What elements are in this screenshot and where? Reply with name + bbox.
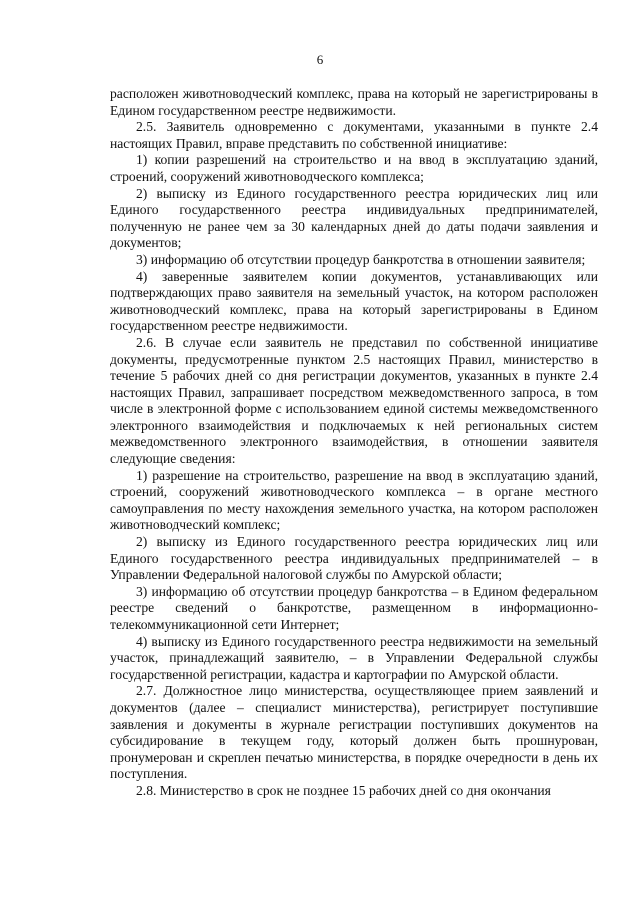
list-item-2-6-4: 4) выписку из Единого государственного реестра недвижимости на земельный участок, принадлежащий заявителю, – в Управлении Федеральной службы государственной регистрации, кадастра и картографии по Амурской области. <box>110 633 598 682</box>
list-item-2-5-4: 4) заверенные заявителем копии документов, устанавливающих или подтверждающих право заявителя на земельный участок, на котором расположен животноводческий комплекс, права на который зарегистрированы в Едином государственном реестре недвижимости. <box>110 268 598 334</box>
paragraph-2-7: 2.7. Должностное лицо министерства, осуществляющее прием заявлений и документов (далее – специалист министерства), регистрирует поступившие заявления и документы в журнале регистрации поступивших документов на субсидирование в текущем году, который должен быть прошнурован, пронумерован и скреплен печатью министерства, в порядке очередности в день их поступления. <box>110 683 598 782</box>
document-body <box>110 86 598 800</box>
paragraph-2-5: 2.5. Заявитель одновременно с документами, указанными в пункте 2.4 настоящих Правил, вправе представить по собственной инициативе: <box>110 119 598 151</box>
page-number: 6 <box>316 52 324 67</box>
list-item-2-6-3: 3) информацию об отсутствии процедур банкротства – в Едином федеральном реестре сведений о банкротстве, размещенном в информационно-телекоммуникационной сети Интернет; <box>110 583 598 632</box>
list-item-2-6-2: 2) выписку из Единого государственного реестра юридических лиц или Единого государственного реестра индивидуальных предпринимателей – в Управлении Федеральной налоговой службы по Амурской области; <box>110 534 598 583</box>
list-item-2-5-2: 2) выписку из Единого государственного реестра юридических лиц или Единого государственного реестра индивидуальных предпринимателей, полученную не ранее чем за 30 календарных дней до даты подачи заявления и документов; <box>110 185 598 251</box>
paragraph-2-6: 2.6. В случае если заявитель не представил по собственной инициативе документы, предусмотренные пунктом 2.5 настоящих Правил, министерство в течение 5 рабочих дней со дня регистрации документов, указанных в пункте 2.4 настоящих Правил, запрашивает посредством межведомственного запроса, в том числе в электронной форме с использованием единой системы межведомственного электронного взаимодействия и подключаемых к ней региональных систем межведомственного электронного взаимодействия, в отношении заявителя следующие сведения: <box>110 334 598 467</box>
paragraph-2-8: 2.8. Министерство в срок не позднее 15 рабочих дней со дня окончания <box>136 782 551 798</box>
list-item-2-6-1: 1) разрешение на строительство, разрешение на ввод в эксплуатацию зданий, строений, сооружений животноводческого комплекса – в органе местного самоуправления по месту нахождения земельного участка, на котором расположен животноводческий комплекс; <box>110 467 598 533</box>
paragraph-continuation: расположен животноводческий комплекс, права на который не зарегистрированы в Едином государственном реестре недвижимости. <box>110 86 598 118</box>
list-item-2-5-1: 1) копии разрешений на строительство и на ввод в эксплуатацию зданий, строений, сооружений животноводческого комплекса; <box>110 152 598 184</box>
list-item-2-5-3: 3) информацию об отсутствии процедур банкротства в отношении заявителя; <box>136 251 586 267</box>
